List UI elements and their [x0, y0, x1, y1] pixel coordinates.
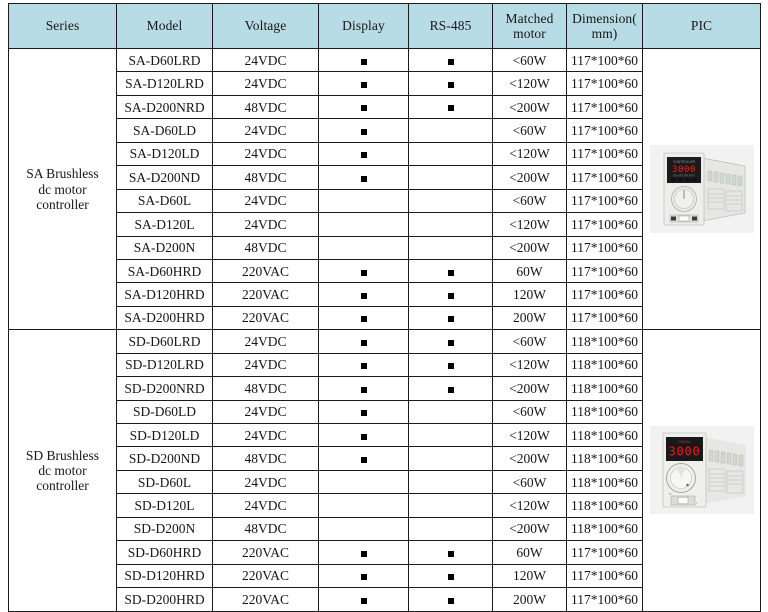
- dimension-cell: 117*100*60: [567, 236, 643, 259]
- display-support-cell: [319, 330, 409, 353]
- dimension-line-1: Dimension(: [572, 10, 637, 26]
- rs485-support-cell: [409, 424, 493, 447]
- matched-motor-cell: 200W: [493, 306, 567, 329]
- display-support-cell: [319, 72, 409, 95]
- rs485-support-cell: [409, 564, 493, 587]
- dimension-cell: 118*100*60: [567, 470, 643, 493]
- display-support-cell: [319, 494, 409, 517]
- dimension-cell: 117*100*60: [567, 142, 643, 165]
- voltage-cell: 24VDC: [213, 189, 319, 212]
- dimension-cell: 117*100*60: [567, 541, 643, 564]
- model-cell: SA-D60LD: [117, 119, 213, 142]
- column-header-matched-motor: [493, 4, 567, 49]
- table-header: [9, 4, 761, 49]
- model-cell: SA-D120L: [117, 213, 213, 236]
- dimension-cell: 118*100*60: [567, 494, 643, 517]
- filled-square-icon: [448, 551, 454, 557]
- svg-text:3000: 3000: [671, 165, 696, 176]
- voltage-cell: 24VDC: [213, 213, 319, 236]
- voltage-cell: 24VDC: [213, 424, 319, 447]
- rs485-support-cell: [409, 283, 493, 306]
- model-cell: SD-D200N: [117, 517, 213, 540]
- display-support-cell: [319, 189, 409, 212]
- header-row: [9, 4, 761, 49]
- matched-motor-cell: <120W: [493, 213, 567, 236]
- dimension-cell: 117*100*60: [567, 189, 643, 212]
- series-line-3: controller: [36, 196, 89, 212]
- rs485-support-cell: [409, 213, 493, 236]
- voltage-cell: 24VDC: [213, 494, 319, 517]
- column-header-display: Display: [319, 4, 409, 49]
- product-picture-cell: [643, 49, 761, 330]
- dimension-cell: 117*100*60: [567, 49, 643, 72]
- rs485-support-cell: [409, 259, 493, 282]
- matched-motor-cell: <60W: [493, 400, 567, 423]
- dimension-cell: 117*100*60: [567, 259, 643, 282]
- display-support-cell: [319, 259, 409, 282]
- svg-text:RUN SET DIR STOP: RUN SET DIR STOP: [672, 175, 695, 178]
- display-support-cell: [319, 142, 409, 165]
- column-header-rs485: RS-485: [409, 4, 493, 49]
- dimension-cell: 117*100*60: [567, 283, 643, 306]
- column-header-voltage: Voltage: [213, 4, 319, 49]
- matched-motor-cell: <200W: [493, 517, 567, 540]
- dimension-cell: 118*100*60: [567, 517, 643, 540]
- voltage-cell: 48VDC: [213, 166, 319, 189]
- table-row: [9, 330, 761, 353]
- matched-motor-cell: <60W: [493, 330, 567, 353]
- display-support-cell: [319, 283, 409, 306]
- rs485-support-cell: [409, 189, 493, 212]
- filled-square-icon: [361, 340, 367, 346]
- matched-motor-cell: <120W: [493, 353, 567, 376]
- matched-motor-cell: <120W: [493, 424, 567, 447]
- model-cell: SD-D60LRD: [117, 330, 213, 353]
- model-cell: SD-D120HRD: [117, 564, 213, 587]
- model-cell: SD-D60LD: [117, 400, 213, 423]
- model-cell: SA-D60HRD: [117, 259, 213, 282]
- voltage-cell: 24VDC: [213, 72, 319, 95]
- model-cell: SD-D200ND: [117, 447, 213, 470]
- rs485-support-cell: [409, 306, 493, 329]
- rs485-support-cell: [409, 166, 493, 189]
- sd-controller-photo: [643, 426, 760, 514]
- column-header-series: Series: [9, 4, 117, 49]
- matched-motor-cell: <60W: [493, 119, 567, 142]
- display-support-cell: [319, 424, 409, 447]
- matched-motor-cell: <60W: [493, 470, 567, 493]
- display-support-cell: [319, 541, 409, 564]
- voltage-cell: 48VDC: [213, 95, 319, 118]
- display-support-cell: [319, 400, 409, 423]
- voltage-cell: 220VAC: [213, 283, 319, 306]
- rs485-support-cell: [409, 353, 493, 376]
- rs485-support-cell: [409, 377, 493, 400]
- dimension-cell: 117*100*60: [567, 588, 643, 611]
- product-specification-table: [8, 3, 761, 612]
- series-line-1: SA Brushless: [26, 166, 99, 182]
- matched-motor-cell: <200W: [493, 166, 567, 189]
- filled-square-icon: [448, 82, 454, 88]
- matched-motor-cell: 60W: [493, 541, 567, 564]
- voltage-cell: 48VDC: [213, 517, 319, 540]
- filled-square-icon: [361, 434, 367, 440]
- display-support-cell: [319, 588, 409, 611]
- model-cell: SA-D200HRD: [117, 306, 213, 329]
- filled-square-icon: [448, 340, 454, 346]
- svg-text:O: O: [668, 492, 671, 497]
- column-header-pic: PIC: [643, 4, 761, 49]
- series-line-2: dc motor: [38, 462, 87, 478]
- dimension-cell: 117*100*60: [567, 306, 643, 329]
- matched-motor-cell: <120W: [493, 72, 567, 95]
- display-support-cell: [319, 447, 409, 470]
- display-support-cell: [319, 377, 409, 400]
- filled-square-icon: [361, 363, 367, 369]
- display-support-cell: [319, 236, 409, 259]
- dimension-cell: 117*100*60: [567, 72, 643, 95]
- filled-square-icon: [448, 363, 454, 369]
- model-cell: SA-D120LD: [117, 142, 213, 165]
- matched-motor-cell: <200W: [493, 236, 567, 259]
- series-line-2: dc motor: [38, 181, 87, 197]
- svg-text:DIGITAL: DIGITAL: [677, 440, 691, 445]
- rs485-support-cell: [409, 236, 493, 259]
- filled-square-icon: [448, 59, 454, 65]
- rs485-support-cell: [409, 49, 493, 72]
- sa-controller-photo: [643, 145, 760, 233]
- voltage-cell: 24VDC: [213, 119, 319, 142]
- model-cell: SA-D200N: [117, 236, 213, 259]
- matched-motor-cell: <200W: [493, 377, 567, 400]
- series-line-1: SD Brushless: [25, 447, 100, 463]
- model-cell: SA-D120HRD: [117, 283, 213, 306]
- series-cell: [9, 330, 117, 611]
- rs485-support-cell: [409, 588, 493, 611]
- rs485-support-cell: [409, 447, 493, 470]
- voltage-cell: 220VAC: [213, 306, 319, 329]
- rs485-support-cell: [409, 95, 493, 118]
- table-row: [9, 49, 761, 72]
- model-cell: SD-D120L: [117, 494, 213, 517]
- model-cell: SD-D60HRD: [117, 541, 213, 564]
- sd-controller-photo: [650, 426, 754, 514]
- filled-square-icon: [448, 316, 454, 322]
- matched-motor-cell: <120W: [493, 142, 567, 165]
- filled-square-icon: [361, 387, 367, 393]
- dimension-cell: 118*100*60: [567, 400, 643, 423]
- rs485-support-cell: [409, 330, 493, 353]
- voltage-cell: 24VDC: [213, 353, 319, 376]
- filled-square-icon: [448, 598, 454, 604]
- display-support-cell: [319, 564, 409, 587]
- filled-square-icon: [361, 105, 367, 111]
- filled-square-icon: [448, 293, 454, 299]
- display-support-cell: [319, 517, 409, 540]
- rs485-support-cell: [409, 119, 493, 142]
- dimension-cell: 118*100*60: [567, 424, 643, 447]
- dimension-cell: 117*100*60: [567, 213, 643, 236]
- voltage-cell: 24VDC: [213, 330, 319, 353]
- voltage-cell: 48VDC: [213, 236, 319, 259]
- display-support-cell: [319, 119, 409, 142]
- column-header-model: Model: [117, 4, 213, 49]
- rs485-support-cell: [409, 517, 493, 540]
- dimension-cell: 117*100*60: [567, 119, 643, 142]
- dimension-cell: 118*100*60: [567, 377, 643, 400]
- voltage-cell: 24VDC: [213, 470, 319, 493]
- display-support-cell: [319, 49, 409, 72]
- matched-motor-cell: 60W: [493, 259, 567, 282]
- matched-motor-line-1: Matched: [505, 10, 554, 26]
- filled-square-icon: [361, 82, 367, 88]
- matched-motor-cell: <200W: [493, 447, 567, 470]
- model-cell: SD-D120LRD: [117, 353, 213, 376]
- filled-square-icon: [361, 316, 367, 322]
- matched-motor-cell: 120W: [493, 283, 567, 306]
- dimension-cell: 117*100*60: [567, 95, 643, 118]
- model-cell: SA-D120LRD: [117, 72, 213, 95]
- model-cell: SD-D200HRD: [117, 588, 213, 611]
- matched-motor-cell: 200W: [493, 588, 567, 611]
- filled-square-icon: [361, 270, 367, 276]
- filled-square-icon: [361, 176, 367, 182]
- model-cell: SD-D120LD: [117, 424, 213, 447]
- filled-square-icon: [361, 152, 367, 158]
- filled-square-icon: [448, 105, 454, 111]
- series-line-3: controller: [36, 477, 89, 493]
- svg-text:I: I: [695, 501, 697, 506]
- rs485-support-cell: [409, 470, 493, 493]
- display-support-cell: [319, 166, 409, 189]
- matched-motor-cell: <60W: [493, 49, 567, 72]
- dimension-cell: 118*100*60: [567, 447, 643, 470]
- dimension-line-2: mm): [591, 26, 618, 41]
- matched-motor-line-2: motor: [513, 26, 546, 41]
- rs485-support-cell: [409, 400, 493, 423]
- voltage-cell: 220VAC: [213, 588, 319, 611]
- filled-square-icon: [448, 574, 454, 580]
- filled-square-icon: [361, 129, 367, 135]
- dimension-cell: 117*100*60: [567, 564, 643, 587]
- display-support-cell: [319, 306, 409, 329]
- model-cell: SA-D60L: [117, 189, 213, 212]
- display-support-cell: [319, 470, 409, 493]
- matched-motor-cell: <200W: [493, 95, 567, 118]
- svg-text:CONTROLLER: CONTROLLER: [672, 160, 695, 165]
- dimension-cell: 118*100*60: [567, 353, 643, 376]
- series-cell: [9, 49, 117, 330]
- voltage-cell: 48VDC: [213, 377, 319, 400]
- dimension-cell: 118*100*60: [567, 330, 643, 353]
- voltage-cell: 220VAC: [213, 564, 319, 587]
- model-cell: SA-D200ND: [117, 166, 213, 189]
- rs485-support-cell: [409, 494, 493, 517]
- model-cell: SD-D200NRD: [117, 377, 213, 400]
- model-cell: SA-D60LRD: [117, 49, 213, 72]
- voltage-cell: 24VDC: [213, 400, 319, 423]
- filled-square-icon: [361, 293, 367, 299]
- column-header-dimension: [567, 4, 643, 49]
- filled-square-icon: [448, 387, 454, 393]
- rs485-support-cell: [409, 541, 493, 564]
- matched-motor-cell: <60W: [493, 189, 567, 212]
- matched-motor-cell: 120W: [493, 564, 567, 587]
- voltage-cell: 24VDC: [213, 142, 319, 165]
- model-cell: SD-D60L: [117, 470, 213, 493]
- filled-square-icon: [448, 270, 454, 276]
- filled-square-icon: [361, 59, 367, 65]
- sa-controller-photo: [650, 145, 754, 233]
- filled-square-icon: [361, 410, 367, 416]
- display-support-cell: [319, 353, 409, 376]
- voltage-cell: 24VDC: [213, 49, 319, 72]
- table-body: [9, 49, 761, 612]
- filled-square-icon: [361, 598, 367, 604]
- display-support-cell: [319, 213, 409, 236]
- rs485-support-cell: [409, 72, 493, 95]
- model-cell: SA-D200NRD: [117, 95, 213, 118]
- filled-square-icon: [361, 574, 367, 580]
- product-picture-cell: [643, 330, 761, 611]
- svg-text:3000: 3000: [667, 444, 701, 459]
- voltage-cell: 48VDC: [213, 447, 319, 470]
- voltage-cell: 220VAC: [213, 541, 319, 564]
- matched-motor-cell: <120W: [493, 494, 567, 517]
- rs485-support-cell: [409, 142, 493, 165]
- filled-square-icon: [361, 457, 367, 463]
- filled-square-icon: [361, 551, 367, 557]
- dimension-cell: 117*100*60: [567, 166, 643, 189]
- voltage-cell: 220VAC: [213, 259, 319, 282]
- display-support-cell: [319, 95, 409, 118]
